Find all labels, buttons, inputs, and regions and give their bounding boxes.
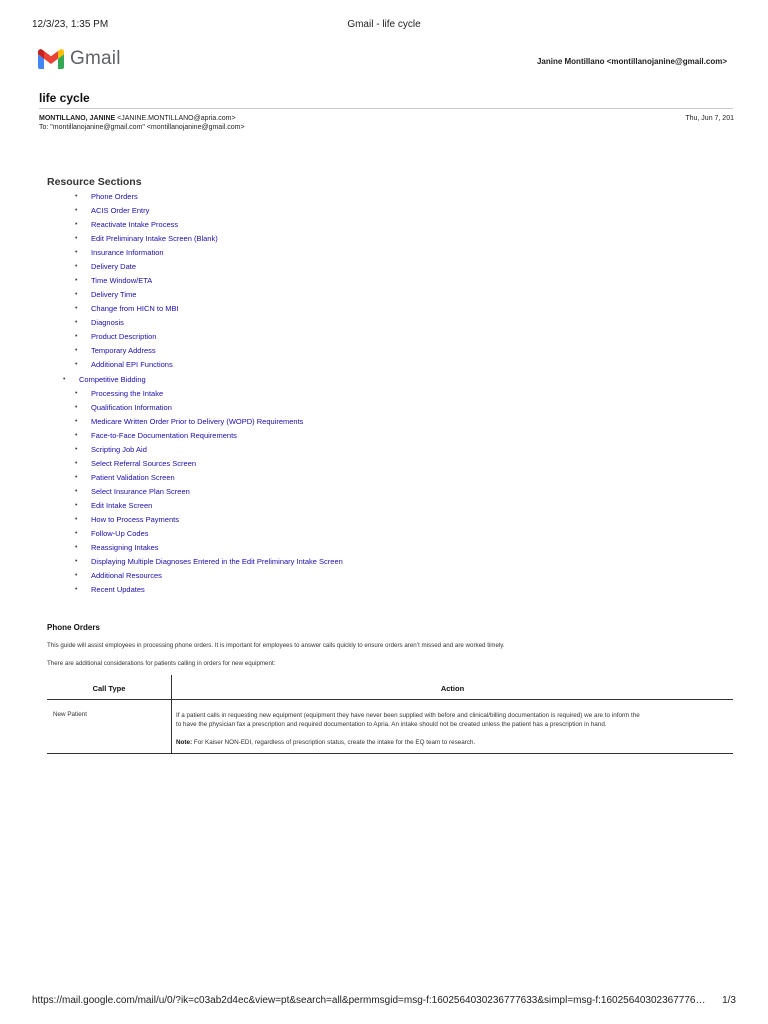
resource-link[interactable] bbox=[75, 204, 218, 218]
resource-sections-heading: Resource Sections bbox=[47, 176, 142, 188]
print-datetime: 12/3/23, 1:35 PM bbox=[32, 19, 109, 30]
bullet: • bbox=[75, 277, 78, 284]
bullet: • bbox=[75, 291, 78, 298]
resource-link[interactable] bbox=[75, 569, 343, 583]
bullet: • bbox=[75, 207, 78, 214]
resource-link[interactable] bbox=[75, 387, 343, 401]
table-divider bbox=[171, 699, 172, 753]
link-label: How to Process Payments bbox=[91, 515, 179, 524]
link-label: Qualification Information bbox=[91, 403, 172, 412]
resource-link[interactable] bbox=[75, 401, 343, 415]
link-label: Displaying Multiple Diagnoses Entered in the Edit Preliminary Intake Screen bbox=[91, 557, 343, 566]
bullet: • bbox=[75, 319, 78, 326]
table-rule bbox=[47, 699, 733, 700]
resource-link[interactable] bbox=[75, 443, 343, 457]
resource-link[interactable] bbox=[75, 190, 218, 204]
resource-link[interactable] bbox=[75, 232, 218, 246]
sender-email: <JANINE.MONTILLANO@apria.com> bbox=[115, 115, 236, 122]
print-title: Gmail - life cycle bbox=[347, 19, 421, 30]
phone-orders-heading: Phone Orders bbox=[47, 623, 100, 632]
link-label: Edit Preliminary Intake Screen (Blank) bbox=[91, 234, 218, 243]
bullet: • bbox=[63, 376, 66, 383]
note-label: Note: bbox=[176, 739, 193, 746]
link-label: ACIS Order Entry bbox=[91, 206, 150, 215]
bullet: • bbox=[75, 305, 78, 312]
resource-link[interactable] bbox=[75, 330, 218, 344]
resource-list bbox=[75, 190, 218, 372]
bullet: • bbox=[75, 488, 78, 495]
bullet: • bbox=[75, 502, 78, 509]
bullet: • bbox=[75, 530, 78, 537]
table-cell-action-line: to have the physician fax a prescription and required documentation to Apria. An intake should not be created unless the patient has a prescription in hand. bbox=[176, 721, 607, 728]
column-header-action: Action bbox=[440, 684, 465, 693]
resource-link[interactable] bbox=[75, 344, 218, 358]
link-label: Processing the Intake bbox=[91, 389, 164, 398]
bullet: • bbox=[75, 235, 78, 242]
bullet: • bbox=[75, 558, 78, 565]
link-label: Recent Updates bbox=[91, 585, 145, 594]
resource-link-competitive-bidding[interactable] bbox=[63, 373, 146, 387]
bullet: • bbox=[75, 347, 78, 354]
link-label: Edit Intake Screen bbox=[91, 501, 153, 510]
bullet: • bbox=[75, 193, 78, 200]
link-label: Additional EPI Functions bbox=[91, 360, 173, 369]
link-label: Diagnosis bbox=[91, 318, 124, 327]
bullet: • bbox=[75, 446, 78, 453]
link-label: Change from HICN to MBI bbox=[91, 304, 179, 313]
resource-link[interactable] bbox=[75, 471, 343, 485]
resource-link[interactable] bbox=[75, 288, 218, 302]
resource-link[interactable] bbox=[75, 485, 343, 499]
link-label: Delivery Date bbox=[91, 262, 137, 271]
phone-orders-intro: This guide will assist employees in processing phone orders. It is important for employees to answer calls quickly to ensure orders aren’t missed and are worked timely. bbox=[47, 642, 505, 649]
message-date: Thu, Jun 7, 201 bbox=[685, 115, 734, 122]
gmail-logo-text: Gmail bbox=[70, 48, 121, 69]
link-label: Follow-Up Codes bbox=[91, 529, 149, 538]
account-identity: Janine Montillano <montillanojanine@gmail.com> bbox=[536, 57, 727, 66]
link-label: Temporary Address bbox=[91, 346, 156, 355]
bullet: • bbox=[75, 390, 78, 397]
table-cell-action-note bbox=[176, 738, 732, 747]
bullet: • bbox=[75, 572, 78, 579]
table-rule bbox=[47, 753, 733, 754]
resource-link[interactable] bbox=[75, 583, 343, 597]
print-page-number: 1/3 bbox=[722, 995, 736, 1006]
note-text: For Kaiser NON-EDI, regardless of prescription status, create the intake for the EQ team to research. bbox=[192, 739, 476, 746]
gmail-m-icon bbox=[38, 49, 64, 69]
link-label: Medicare Written Order Prior to Delivery (WOPD) Requirements bbox=[91, 417, 304, 426]
table-cell-call-type: New Patient bbox=[53, 711, 87, 718]
print-url: https://mail.google.com/mail/u/0/?ik=c03ab2d4ec&view=pt&search=all&permmsgid=msg-f:1602564030236777633&simpl=msg-f:16025640302367776… bbox=[32, 995, 706, 1006]
link-label: Scripting Job Aid bbox=[91, 445, 147, 454]
resource-link[interactable] bbox=[75, 415, 343, 429]
message-recipient: To: "montillanojanine@gmail.com" <montillanojanine@gmail.com> bbox=[39, 124, 245, 131]
resource-link[interactable] bbox=[75, 457, 343, 471]
link-label: Select Referral Sources Screen bbox=[91, 459, 197, 468]
link-label: Delivery Time bbox=[91, 290, 137, 299]
link-label: Additional Resources bbox=[91, 571, 162, 580]
resource-link[interactable] bbox=[75, 260, 218, 274]
resource-link[interactable] bbox=[75, 274, 218, 288]
bullet: • bbox=[75, 249, 78, 256]
link-label: Insurance Information bbox=[91, 248, 164, 257]
message-subject: life cycle bbox=[39, 91, 90, 105]
link-label: Face-to-Face Documentation Requirements bbox=[91, 431, 237, 440]
bullet: • bbox=[75, 361, 78, 368]
column-header-call-type: Call Type bbox=[92, 684, 126, 693]
bullet: • bbox=[75, 404, 78, 411]
resource-link[interactable] bbox=[75, 316, 218, 330]
resource-link[interactable] bbox=[75, 302, 218, 316]
table-cell-action-line: If a patient calls in requesting new equipment (equipment they have never been supplied with before and clinical/billing documentation is required) we are to inform the bbox=[176, 712, 640, 719]
bullet: • bbox=[75, 460, 78, 467]
bullet: • bbox=[75, 418, 78, 425]
link-label: Time Window/ETA bbox=[91, 276, 153, 285]
link-label: Select Insurance Plan Screen bbox=[91, 487, 190, 496]
link-label: Reactivate Intake Process bbox=[91, 220, 179, 229]
bullet: • bbox=[75, 544, 78, 551]
link-label: Reassigning Intakes bbox=[91, 543, 159, 552]
resource-link[interactable] bbox=[75, 541, 343, 555]
resource-link[interactable] bbox=[75, 218, 218, 232]
sender-name: MONTILLANO, JANINE bbox=[39, 115, 116, 122]
bullet: • bbox=[75, 263, 78, 270]
resource-link[interactable] bbox=[75, 527, 343, 541]
bullet: • bbox=[75, 333, 78, 340]
bullet: • bbox=[75, 432, 78, 439]
link-label: Product Description bbox=[91, 332, 157, 341]
link-label: Competitive Bidding bbox=[79, 375, 146, 384]
resource-link[interactable] bbox=[75, 358, 218, 372]
resource-link[interactable] bbox=[75, 555, 343, 569]
link-label: Patient Validation Screen bbox=[91, 473, 175, 482]
resource-link[interactable] bbox=[75, 429, 343, 443]
phone-orders-considerations: There are additional considerations for patients calling in orders for new equipment: bbox=[47, 660, 276, 667]
bullet: • bbox=[75, 221, 78, 228]
message-sender bbox=[39, 115, 236, 122]
bullet: • bbox=[75, 586, 78, 593]
resource-link[interactable] bbox=[75, 499, 343, 513]
bullet: • bbox=[75, 516, 78, 523]
bullet: • bbox=[75, 474, 78, 481]
gmail-logo bbox=[38, 48, 121, 70]
header-divider bbox=[39, 108, 733, 109]
resource-link[interactable] bbox=[75, 246, 218, 260]
resource-list-continued bbox=[75, 387, 343, 597]
resource-link[interactable] bbox=[75, 513, 343, 527]
link-label: Phone Orders bbox=[91, 192, 138, 201]
